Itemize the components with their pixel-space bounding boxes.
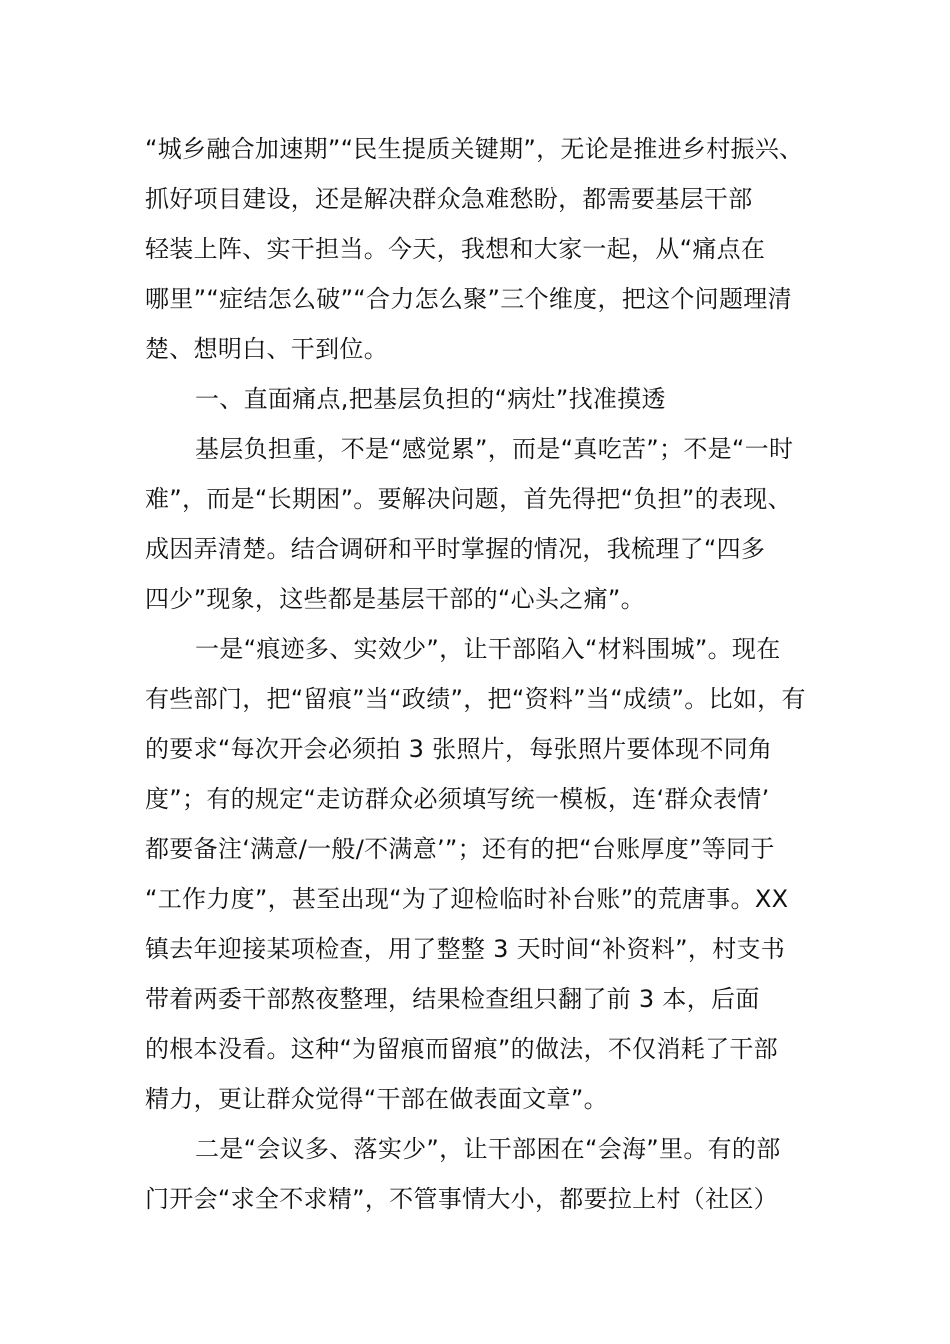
text-line: 镇去年迎接某项检查，用了整整 3 天时间“补资料”，村支书 bbox=[145, 935, 786, 963]
text-line: 抓好项目建设，还是解决群众急难愁盼，都需要基层干部 bbox=[145, 185, 753, 213]
text-line: 都要备注‘满意/一般/不满意’”；还有的把“台账厚度”等同于 bbox=[145, 835, 775, 863]
heading-line: 一、直面痛点,把基层负担的“病灶”找准摸透 bbox=[195, 385, 666, 413]
text-line: 楚、想明白、干到位。 bbox=[145, 335, 388, 363]
text-line: 度”；有的规定“走访群众必须填写统一模板，连‘群众表情’ bbox=[145, 785, 770, 813]
document-body bbox=[145, 124, 810, 1224]
text-line: 有些部门，把“留痕”当“政绩”，把“资料”当“成绩”。比如，有 bbox=[145, 685, 806, 713]
text-line: 精力，更让群众觉得“干部在做表面文章”。 bbox=[145, 1085, 608, 1113]
text-line: 带着两委干部熬夜整理，结果检查组只翻了前 3 本，后面 bbox=[145, 985, 760, 1013]
burden-paragraph bbox=[145, 424, 810, 624]
traces-paragraph bbox=[145, 624, 810, 1124]
text-line: “工作力度”，甚至出现“为了迎检临时补台账”的荒唐事。XX bbox=[145, 885, 789, 913]
meetings-paragraph bbox=[145, 1124, 810, 1224]
text-line: 难”，而是“长期困”。要解决问题，首先得把“负担”的表现、 bbox=[145, 485, 792, 513]
text-line: 成因弄清楚。结合调研和平时掌握的情况，我梳理了“四多 bbox=[145, 535, 766, 563]
text-line: 哪里”“症结怎么破”“合力怎么聚”三个维度，把这个问题理清 bbox=[145, 285, 792, 313]
text-line: 门开会“求全不求精”，不管事情大小，都要拉上村（社区） bbox=[145, 1185, 778, 1213]
text-line: 的根本没看。这种“为留痕而留痕”的做法，不仅消耗了干部 bbox=[145, 1035, 778, 1063]
text-line: 四少”现象，这些都是基层干部的“心头之痛”。 bbox=[145, 585, 645, 613]
text-line: 基层负担重，不是“感觉累”，而是“真吃苦”；不是“一时 bbox=[195, 435, 794, 463]
text-line: 一是“痕迹多、实效少”，让干部陷入“材料围城”。现在 bbox=[195, 635, 781, 663]
text-line: 的要求“每次开会必须拍 3 张照片，每张照片要体现不同角 bbox=[145, 735, 773, 763]
section-heading bbox=[145, 374, 810, 424]
text-line: 轻装上阵、实干担当。今天，我想和大家一起，从“痛点在 bbox=[145, 235, 766, 263]
text-line: “城乡融合加速期”“民生提质关键期”，无论是推进乡村振兴、 bbox=[145, 135, 804, 163]
text-line: 二是“会议多、落实少”，让干部困在“会海”里。有的部 bbox=[195, 1135, 781, 1163]
intro-paragraph bbox=[145, 124, 810, 374]
